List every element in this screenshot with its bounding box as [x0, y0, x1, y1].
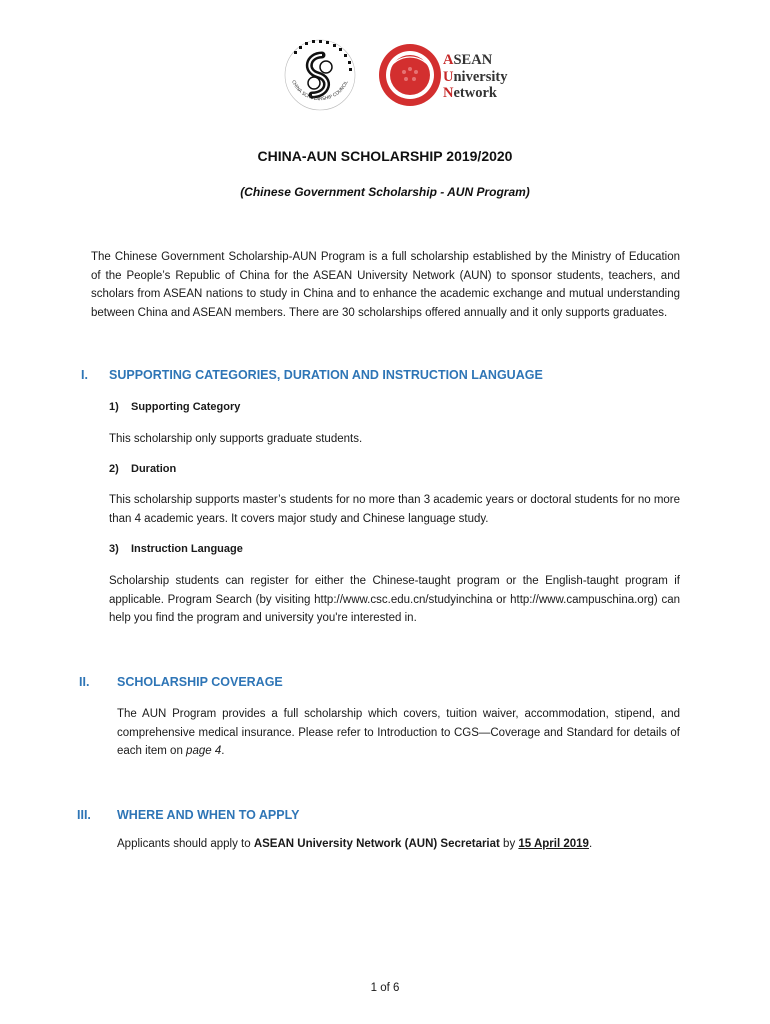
- subsection-text: Scholarship students can register for either the Chinese-taught program or the English-taught program if applicable. Program Search (by visiting http://www.csc.edu.cn/studyinchina or http://www.campuschina.org) can help you find the program and university you're interested in.: [109, 575, 680, 624]
- section-1-title: SUPPORTING CATEGORIES, DURATION AND INSTRUCTION LANGUAGE: [109, 368, 543, 382]
- apply-paragraph: Applicants should apply to ASEAN University Network (AUN) Secretariat by 15 April 2019.: [117, 838, 593, 850]
- subsection-heading: 1) Supporting Category: [109, 401, 241, 413]
- intro-paragraph: The Chinese Government Scholarship-AUN Program is a full scholarship established by the Ministry of Education of the People’s Republic of China for the ASEAN University Network (AUN) to sponsor students, teachers, and scholars from ASEAN nations to study in China and to enhance the academic exchange and mutual understanding between China and ASEAN members. There are 30 scholarships offered annually and it only supports graduates.: [91, 251, 680, 319]
- csc-seal-logo-icon: [282, 37, 358, 113]
- page-subtitle: (Chinese Government Scholarship - AUN Program): [240, 185, 530, 199]
- page-number: 1 of 6: [370, 982, 400, 994]
- subsection-heading: 2) Duration: [109, 463, 177, 475]
- section-3-number: III.: [77, 808, 91, 822]
- subsection-text: This scholarship only supports graduate students.: [109, 433, 363, 445]
- subsection-heading: 3) Instruction Language: [109, 543, 243, 555]
- aun-logo-icon: [377, 42, 443, 108]
- aun-logo-text: ASEAN University Network: [443, 52, 508, 101]
- section-3-title: WHERE AND WHEN TO APPLY: [117, 808, 300, 822]
- subsection-text: This scholarship supports master’s students for no more than 3 academic years or doctoral students for no more than 4 academic years. It covers major study and Chinese language study.: [109, 494, 681, 525]
- page-title: CHINA-AUN SCHOLARSHIP 2019/2020: [257, 148, 513, 164]
- section-2-number: II.: [79, 675, 90, 689]
- csc-seal-text: CHINA SCHOLARSHIP COUNCIL: [290, 79, 350, 103]
- section-1-number: I.: [81, 368, 88, 382]
- coverage-paragraph: The AUN Program provides a full scholarship which covers, tuition waiver, accommodation, stipend, and comprehensive medical insurance. Please refer to Introduction to CGS—Coverage and Standard for details of each item on page 4.: [117, 708, 680, 757]
- section-2-title: SCHOLARSHIP COVERAGE: [117, 675, 283, 689]
